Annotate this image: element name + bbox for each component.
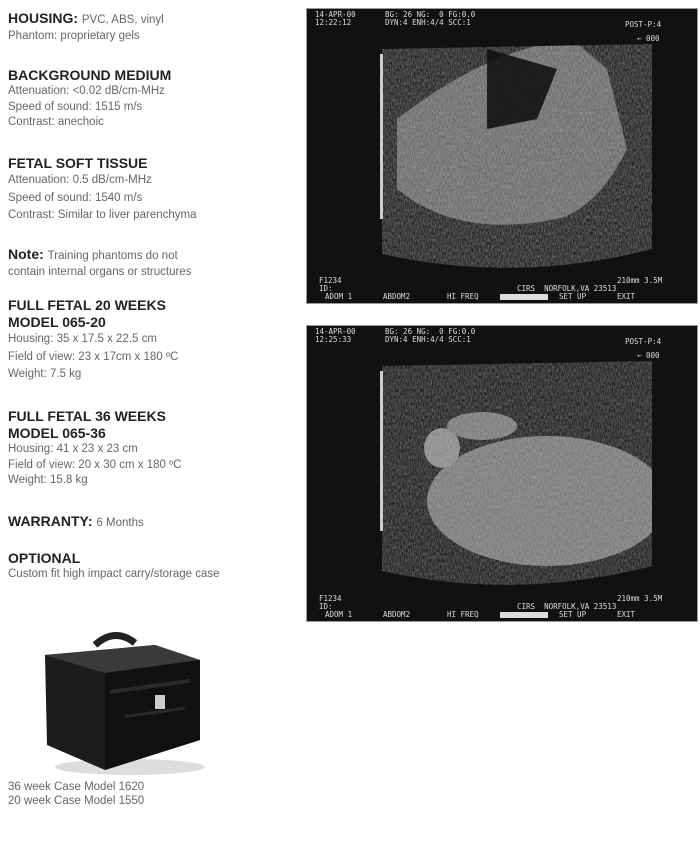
model-36-number: MODEL 065-36: [8, 425, 106, 441]
housing-value: PVC, ABS, vinyl: [81, 14, 164, 26]
spec-line: Field of view: 23 x 17cm x 180 ºC: [8, 350, 179, 363]
spec-line: Contrast: anechoic: [8, 116, 104, 128]
gain-bar: [500, 612, 548, 618]
site-label: CIRS NORFOLK,VA 23513: [517, 602, 617, 611]
optional-text: Custom fit high impact carry/storage case: [8, 568, 220, 580]
ultrasound-scan: [307, 9, 697, 303]
dyn-params: DYN:4 ENH:4/4 SCC:1: [385, 18, 471, 27]
gain-params: BG: 26 NG: 0 FG:0.0: [385, 10, 476, 19]
phantom-line: Phantom: proprietary gels: [8, 30, 140, 42]
menu-adom1: ADOM 1: [325, 292, 353, 301]
gain-bar: [500, 294, 548, 300]
frame-label: F1234: [319, 276, 342, 285]
spec-line: Speed of sound: 1540 m/s: [8, 191, 143, 204]
housing-label: HOUSING:: [8, 10, 78, 26]
arrow-readout: ← 000: [637, 34, 660, 43]
fetal-tissue-spec: [8, 155, 288, 225]
fetal-title: FETAL SOFT TISSUE: [8, 155, 148, 171]
date: 14-APR-00: [315, 327, 356, 336]
menu-exit: EXIT: [617, 292, 636, 301]
spec-line: Field of view: 20 x 30 cm x 180 ºC: [8, 458, 182, 471]
dyn-params: DYN:4 ENH:4/4 SCC:1: [385, 335, 471, 344]
time: 12:25:33: [315, 335, 352, 344]
note-label: Note:: [8, 246, 44, 262]
model-20-spec: [8, 297, 288, 384]
carry-case-image: [35, 615, 210, 780]
ultrasound-image-1: [306, 8, 698, 304]
spec-line: Speed of sound: 1515 m/s: [8, 100, 143, 113]
spec-line: Weight: 15.8 kg: [8, 474, 88, 486]
ultrasound-image-2: [306, 325, 698, 622]
menu-exit: EXIT: [617, 610, 636, 619]
spec-line: Weight: 7.5 kg: [8, 368, 82, 380]
depth-freq: 210mm 3.5M: [617, 276, 663, 285]
optional: [8, 550, 288, 583]
note-text: Training phantoms do not: [47, 250, 178, 262]
warranty-label: WARRANTY:: [8, 513, 93, 529]
menu-hi-freq: HI FREQ: [447, 292, 479, 301]
menu-abdom2: ABDOM2: [383, 610, 411, 619]
menu-set-up: SET UP: [559, 610, 587, 619]
spec-line: Attenuation: 0.5 dB/cm-MHz: [8, 174, 152, 186]
menu-hi-freq: HI FREQ: [447, 610, 479, 619]
time: 12:22:12: [315, 18, 352, 27]
optional-title: OPTIONAL: [8, 550, 81, 566]
note-line2: contain internal organs or structures: [8, 266, 192, 278]
depth-freq: 210mm 3.5M: [617, 594, 663, 603]
note: [8, 246, 288, 281]
model-36-title: FULL FETAL 36 WEEKS: [8, 408, 166, 424]
caption-20-week: 20 week Case Model 1550: [8, 795, 145, 807]
arrow-readout: ← 000: [637, 351, 660, 360]
model-20-number: MODEL 065-20: [8, 314, 106, 330]
gain-params: BG: 26 NG: 0 FG:0.0: [385, 327, 476, 336]
spec-line: Contrast: Similar to liver parenchyma: [8, 209, 197, 221]
spec-line: Housing: 35 x 17.5 x 22.5 cm: [8, 333, 157, 345]
spec-line: Attenuation: <0.02 dB/cm-MHz: [8, 85, 165, 97]
model-36-spec: [8, 408, 288, 489]
warranty-value: 6 Months: [96, 517, 144, 529]
menu-abdom2: ABDOM2: [383, 292, 411, 301]
id-label: ID:: [319, 284, 333, 293]
model-20-title: FULL FETAL 20 WEEKS: [8, 297, 166, 313]
background-title: BACKGROUND MEDIUM: [8, 67, 172, 83]
menu-set-up: SET UP: [559, 292, 587, 301]
id-label: ID:: [319, 602, 333, 611]
menu-adom1: ADOM 1: [325, 610, 353, 619]
post-processing: POST-P:4: [625, 337, 662, 346]
post-processing: POST-P:4: [625, 20, 662, 29]
frame-label: F1234: [319, 594, 342, 603]
warranty: [8, 513, 288, 532]
housing-spec: [8, 10, 288, 45]
caption-36-week: 36 week Case Model 1620: [8, 781, 145, 793]
ultrasound-scan: [307, 326, 697, 621]
background-medium-spec: [8, 67, 288, 131]
site-label: CIRS NORFOLK,VA 23513: [517, 284, 617, 293]
spec-line: Housing: 41 x 23 x 23 cm: [8, 443, 138, 455]
date: 14-APR-00: [315, 10, 356, 19]
